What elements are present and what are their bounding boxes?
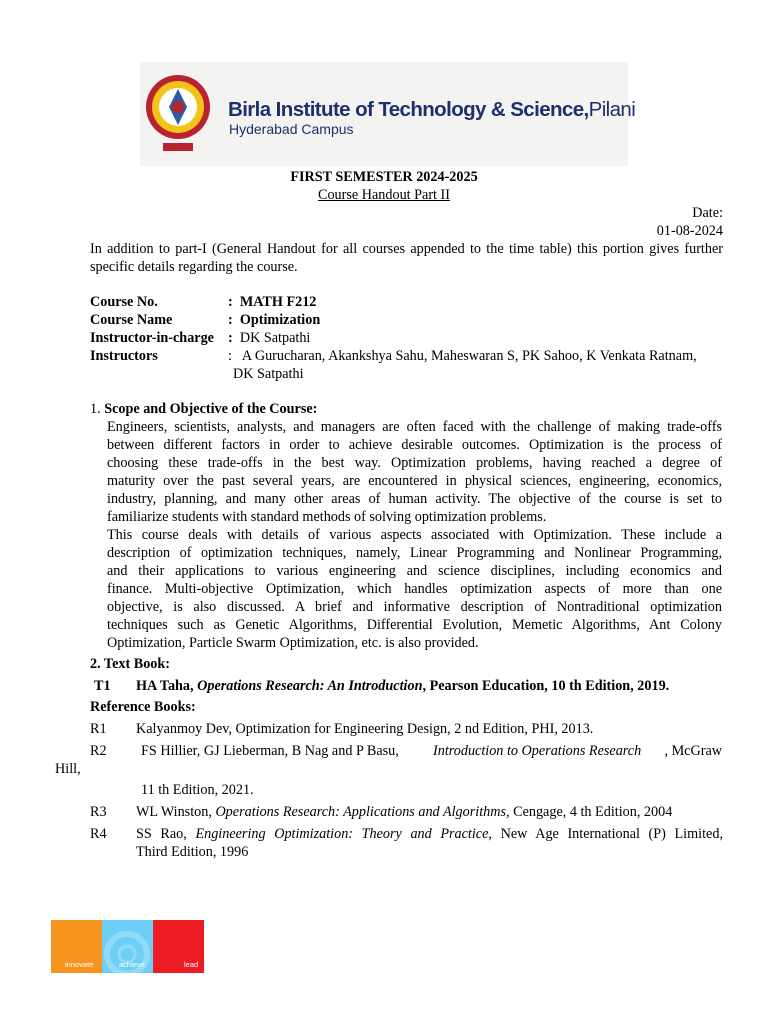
- instructors-value-cont: DK Satpathi: [233, 366, 304, 382]
- r2-publisher-cont: Hill,: [55, 761, 81, 777]
- r2-publisher: , McGraw: [664, 743, 722, 759]
- instructor-in-charge-label: Instructor-in-charge: [90, 330, 214, 346]
- intro-line-2: specific details regarding the course.: [90, 259, 298, 275]
- scope-line-2: between different factors in order to achieve desirable outcomes. Optimization is the process of: [107, 437, 722, 453]
- r4-entry-cont: Third Edition, 1996: [136, 844, 249, 860]
- scope-line-5: industry, planning, and many other areas of human activity. The objective of the course is set to: [107, 491, 722, 507]
- reference-books-heading: Reference Books:: [90, 699, 196, 715]
- t1-code: T1: [94, 678, 111, 694]
- instructor-in-charge-value: : DK Satpathi: [228, 330, 311, 346]
- instructors-label: Instructors: [90, 348, 158, 364]
- scope-line-6: familiarize students with standard methods of solving optimization problems.: [107, 509, 547, 525]
- instructors-value: : A Gurucharan, Akankshya Sahu, Maheswaran S, PK Sahoo, K Venkata Ratnam,: [228, 348, 697, 364]
- scope-line-12: techniques such as Genetic Algorithms, Differential Evolution, Memetic Algorithms, Ant Colony: [107, 617, 722, 633]
- course-name-value: : Optimization: [228, 312, 321, 328]
- scope-line-10: finance. Multi-objective Optimization, which handles optimization aspects of more than one: [107, 581, 722, 597]
- r2-title: Introduction to Operations Research: [433, 743, 642, 759]
- scope-line-11: objective, is also discussed. A brief and informative description of Nontraditional optimization: [107, 599, 722, 615]
- r2-code: R2: [90, 743, 107, 759]
- campus-name: Hyderabad Campus: [229, 121, 354, 137]
- course-no-label: Course No.: [90, 294, 158, 310]
- t1-entry: HA Taha, Operations Research: An Introduction, Pearson Education, 10 th Edition, 2019.: [136, 678, 670, 694]
- semester-title: FIRST SEMESTER 2024-2025: [290, 169, 478, 185]
- scope-line-9: and their applications to various engineering and science disciplines, including economics and: [107, 563, 722, 579]
- date-value: 01-08-2024: [656, 223, 723, 239]
- institute-name: Birla Institute of Technology & Science,Pilani: [228, 98, 636, 121]
- scope-line-8: description of optimization techniques, namely, Linear Programming and Nonlinear Programming,: [107, 545, 722, 561]
- r2-edition: 11 th Edition, 2021.: [141, 782, 254, 798]
- scope-line-7: This course deals with details of various aspects associated with Optimization. These include a: [107, 527, 722, 543]
- section-1-heading: 1. Scope and Objective of the Course:: [90, 401, 318, 417]
- r4-code: R4: [90, 826, 107, 842]
- scope-line-4: maturity over the past several years, are encountered in physical sciences, engineering, economics,: [107, 473, 722, 489]
- scope-line-13: Optimization, Particle Swarm Optimization, etc. is also provided.: [107, 635, 479, 651]
- course-no-value: : MATH F212: [228, 294, 317, 310]
- footer-achieve-text: achieve: [119, 960, 145, 969]
- intro-line-1: In addition to part-I (General Handout for all courses appended to the time table) this portion gives further: [90, 241, 723, 257]
- r1-entry: Kalyanmoy Dev, Optimization for Engineering Design, 2 nd Edition, PHI, 2013.: [136, 721, 594, 737]
- scope-line-3: choosing these trade-offs in the best way. Optimization problems, having reached a degree of: [107, 455, 722, 471]
- date-label: Date:: [692, 205, 723, 221]
- footer-lead-text: lead: [184, 960, 199, 969]
- r3-code: R3: [90, 804, 107, 820]
- footer-innovate-text: innovate: [65, 960, 94, 969]
- r3-entry: WL Winston, Operations Research: Applications and Algorithms, Cengage, 4 th Edition, 2004: [136, 804, 673, 820]
- bits-seal-logo: [143, 67, 213, 159]
- course-name-label: Course Name: [90, 312, 173, 328]
- r2-authors: FS Hillier, GJ Lieberman, B Nag and P Basu,: [141, 743, 399, 759]
- text-book-heading: 2. Text Book:: [90, 656, 171, 672]
- r1-code: R1: [90, 721, 107, 737]
- r4-entry: SS Rao, Engineering Optimization: Theory and Practice, New Age International (P) Limited,: [136, 826, 723, 842]
- scope-line-1: Engineers, scientists, analysts, and managers are often faced with the challenge of making trade-offs: [107, 419, 722, 435]
- handout-title: Course Handout Part II: [318, 187, 450, 203]
